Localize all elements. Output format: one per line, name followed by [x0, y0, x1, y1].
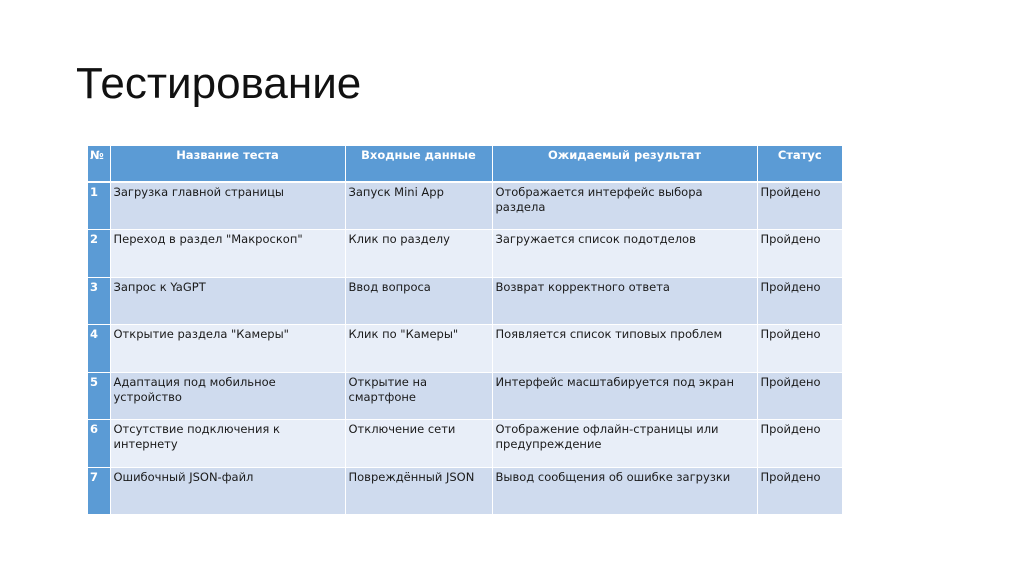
- header-num: №: [88, 146, 110, 182]
- row-test-name: Загрузка главной страницы: [110, 182, 345, 230]
- row-test-name: Ошибочный JSON-файл: [110, 467, 345, 515]
- row-expected: Отображается интерфейс выбора раздела: [492, 182, 757, 230]
- row-num: 2: [88, 230, 110, 278]
- header-input: Входные данные: [345, 146, 492, 182]
- row-expected: Вывод сообщения об ошибке загрузки: [492, 467, 757, 515]
- row-input: Запуск Mini App: [345, 182, 492, 230]
- row-input: Клик по "Камеры": [345, 325, 492, 373]
- row-test-name: Отсутствие подключения к интернету: [110, 420, 345, 468]
- row-num: 7: [88, 467, 110, 515]
- row-input: Повреждённый JSON: [345, 467, 492, 515]
- row-input: Клик по разделу: [345, 230, 492, 278]
- row-expected: Интерфейс масштабируется под экран: [492, 372, 757, 420]
- row-num: 4: [88, 325, 110, 373]
- row-num: 1: [88, 182, 110, 230]
- row-status: Пройдено: [757, 467, 842, 515]
- test-table: [88, 146, 842, 515]
- header-expected: Ожидаемый результат: [492, 146, 757, 182]
- table-row: [88, 277, 842, 325]
- row-status: Пройдено: [757, 230, 842, 278]
- row-num: 6: [88, 420, 110, 468]
- row-status: Пройдено: [757, 325, 842, 373]
- slide-title: Тестирование: [76, 59, 362, 108]
- row-expected: Возврат корректного ответа: [492, 277, 757, 325]
- row-expected: Загружается список подотделов: [492, 230, 757, 278]
- row-num: 3: [88, 277, 110, 325]
- row-test-name: Переход в раздел "Макроскоп": [110, 230, 345, 278]
- row-test-name: Открытие раздела "Камеры": [110, 325, 345, 373]
- row-status: Пройдено: [757, 182, 842, 230]
- table-row: [88, 372, 842, 420]
- row-status: Пройдено: [757, 277, 842, 325]
- table-row: [88, 420, 842, 468]
- table-row: [88, 325, 842, 373]
- row-status: Пройдено: [757, 420, 842, 468]
- header-name: Название теста: [110, 146, 345, 182]
- row-expected: Отображение офлайн-страницы или предупреждение: [492, 420, 757, 468]
- table-row: [88, 467, 842, 515]
- row-input: Отключение сети: [345, 420, 492, 468]
- row-test-name: Адаптация под мобильное устройство: [110, 372, 345, 420]
- table-row: [88, 230, 842, 278]
- row-input: Открытие на смартфоне: [345, 372, 492, 420]
- table-row: [88, 182, 842, 230]
- row-num: 5: [88, 372, 110, 420]
- row-status: Пройдено: [757, 372, 842, 420]
- table-header-row: [88, 146, 842, 182]
- row-expected: Появляется список типовых проблем: [492, 325, 757, 373]
- header-status: Статус: [757, 146, 842, 182]
- row-input: Ввод вопроса: [345, 277, 492, 325]
- row-test-name: Запрос к YaGPT: [110, 277, 345, 325]
